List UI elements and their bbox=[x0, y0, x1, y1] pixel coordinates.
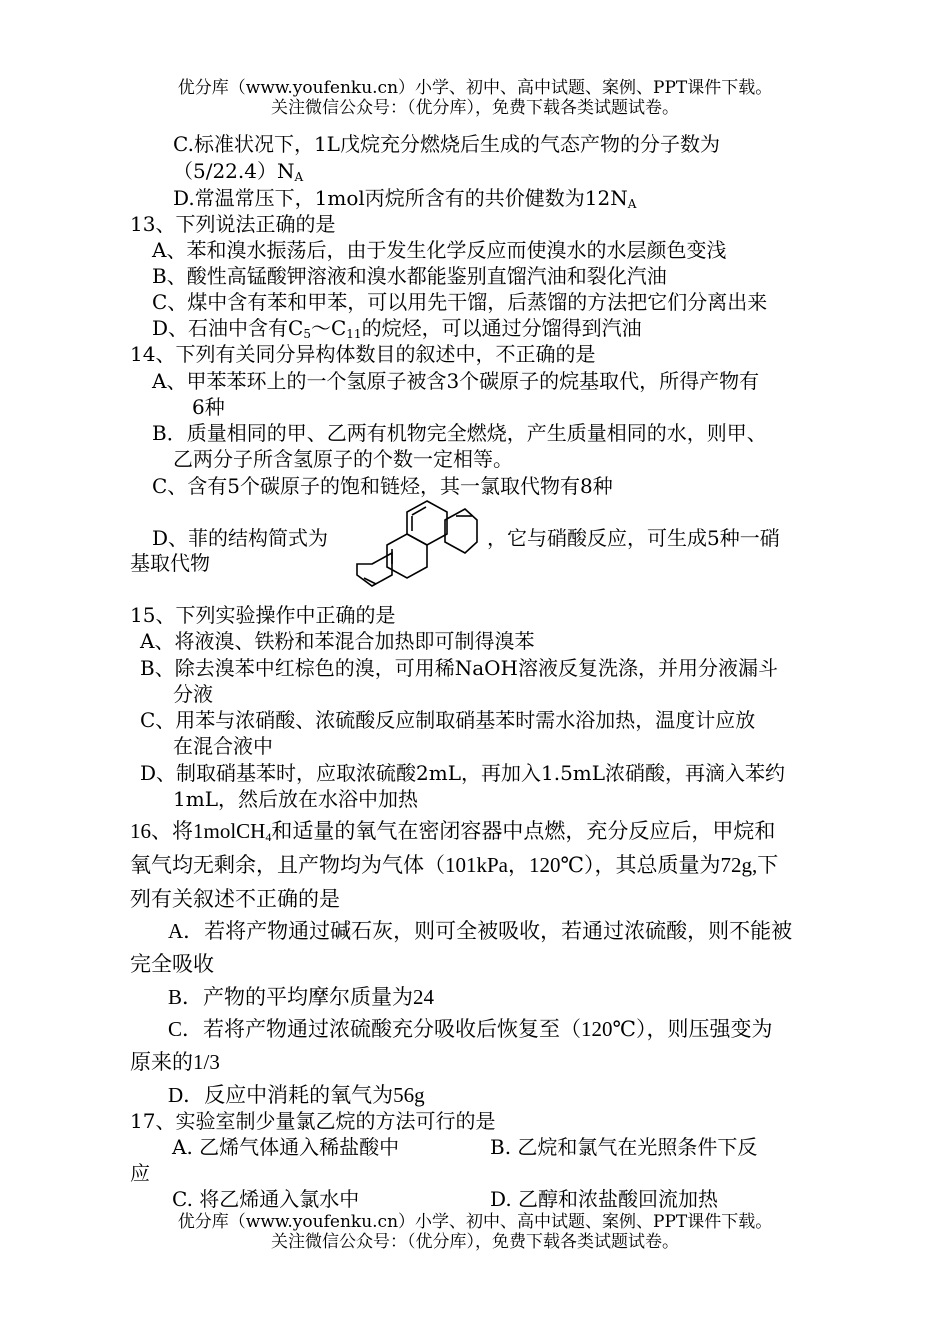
q15-option-a: A、将液溴、铁粉和苯混合加热即可制得溴苯 bbox=[140, 629, 535, 653]
q13-option-c: C、煤中含有苯和甲苯，可以用先干馏，后蒸馏的方法把它们分离出来 bbox=[152, 290, 768, 314]
q16-option-a-line-2: 完全吸收 bbox=[130, 952, 214, 976]
q13-stem: 13、下列说法正确的是 bbox=[130, 212, 336, 236]
q16-stem-line-2: 氧气均无剩余，且产物均为气体（101kPa，120℃），其总质量为72g,下 bbox=[130, 853, 779, 877]
q17-option-a: A. 乙烯气体通入稀盐酸中 bbox=[172, 1135, 400, 1159]
q15-option-d-line-1: D、制取硝基苯时，应取浓硫酸2mL，再加入1.5mL浓硝酸，再滴入苯约 bbox=[140, 761, 786, 785]
phenanthrene-structure-image bbox=[352, 498, 480, 596]
q12-option-c-line-1: C.标准状况下，1L戊烷充分燃烧后生成的气态产物的分子数为 bbox=[173, 132, 720, 156]
q16-option-c-line-1: C．若将产物通过浓硫酸充分吸收后恢复至（120℃），则压强变为 bbox=[168, 1017, 773, 1041]
q12-option-c-line-2: $(5/22.4)N_A$ bbox=[173, 159, 304, 184]
q16-option-a-line-1: A．若将产物通过碱石灰，则可全被吸收，若通过浓硫酸，则不能被 bbox=[168, 919, 793, 943]
q17-option-d: D. 乙醇和浓盐酸回流加热 bbox=[490, 1187, 719, 1211]
q16-option-b: B．产物的平均摩尔质量为24 bbox=[168, 985, 435, 1009]
q14-option-a-line-2: 6种 bbox=[192, 395, 225, 419]
q13-option-a: A、苯和溴水振荡后，由于发生化学反应而使溴水的水层颜色变浅 bbox=[152, 238, 727, 262]
q15-option-b-line-2: 分液 bbox=[173, 682, 213, 706]
q16-option-c-line-2: 原来的1/3 bbox=[130, 1050, 220, 1074]
q14-option-b-line-2: 乙两分子所含氢原子的个数一定相等。 bbox=[173, 447, 513, 471]
q17-stem: 17、实验室制少量氯乙烷的方法可行的是 bbox=[130, 1109, 496, 1133]
q14-option-d-post: ，它与硝酸反应，可生成5种一硝 bbox=[487, 526, 780, 550]
q14-option-c: C、含有5个碳原子的饱和链烃，其一氯取代物有8种 bbox=[152, 474, 613, 498]
q14-stem: 14、下列有关同分异构体数目的叙述中，不正确的是 bbox=[130, 342, 596, 366]
q14-option-b-line-1: B．质量相同的甲、乙两有机物完全燃烧，产生质量相同的水，则甲、 bbox=[152, 421, 767, 445]
q16-stem-line-3: 列有关叙述不正确的是 bbox=[130, 887, 340, 911]
q13-option-b: B、酸性高锰酸钾溶液和溴水都能鉴别直馏汽油和裂化汽油 bbox=[152, 264, 667, 288]
footer-line-2: 关注微信公众号：（优分库），免费下载各类试题试卷。 bbox=[271, 1232, 679, 1252]
q12-option-d: D.常温常压下，1mol丙烷所含有的共价健数为$12N_A$ bbox=[173, 186, 637, 211]
q13-option-d: D、石油中含有$C_5\sim C_{11}$的烷烃，可以通过分馏得到汽油 bbox=[152, 316, 642, 341]
q14-option-d-pre: D、菲的结构简式为 bbox=[152, 526, 329, 550]
q15-option-b-line-1: B、除去溴苯中红棕色的溴，可用稀NaOH溶液反复洗涤，并用分液漏斗 bbox=[140, 656, 778, 680]
q17-option-b-line-2: 应 bbox=[130, 1161, 150, 1185]
footer-line-1: 优分库（www.youfenku.cn）小学、初中、高中试题、案例、PPT课件下载。 bbox=[177, 1212, 773, 1232]
q15-option-c-line-1: C、用苯与浓硝酸、浓硫酸反应制取硝基苯时需水浴加热，温度计应放 bbox=[140, 708, 756, 732]
header-line-1: 优分库（www.youfenku.cn）小学、初中、高中试题、案例、PPT课件下载。 bbox=[177, 78, 773, 98]
q15-stem: 15、下列实验操作中正确的是 bbox=[130, 603, 396, 627]
q16-stem-line-1: 16、将1molCH$_4$和适量的氧气在密闭容器中点燃，充分反应后，甲烷和 bbox=[130, 819, 776, 844]
q15-option-d-line-2: 1mL，然后放在水浴中加热 bbox=[173, 787, 418, 811]
q17-option-c: C. 将乙烯通入氯水中 bbox=[172, 1187, 360, 1211]
q15-option-c-line-2: 在混合液中 bbox=[173, 734, 273, 758]
q16-option-d: D．反应中消耗的氧气为56g bbox=[168, 1083, 425, 1107]
q17-option-b: B. 乙烷和氯气在光照条件下反 bbox=[490, 1135, 758, 1159]
header-line-2: 关注微信公众号：（优分库），免费下载各类试题试卷。 bbox=[271, 98, 679, 118]
q14-option-a-line-1: A、甲苯苯环上的一个氢原子被含3个碳原子的烷基取代，所得产物有 bbox=[152, 369, 760, 393]
q14-option-d-line-2: 基取代物 bbox=[130, 551, 210, 575]
